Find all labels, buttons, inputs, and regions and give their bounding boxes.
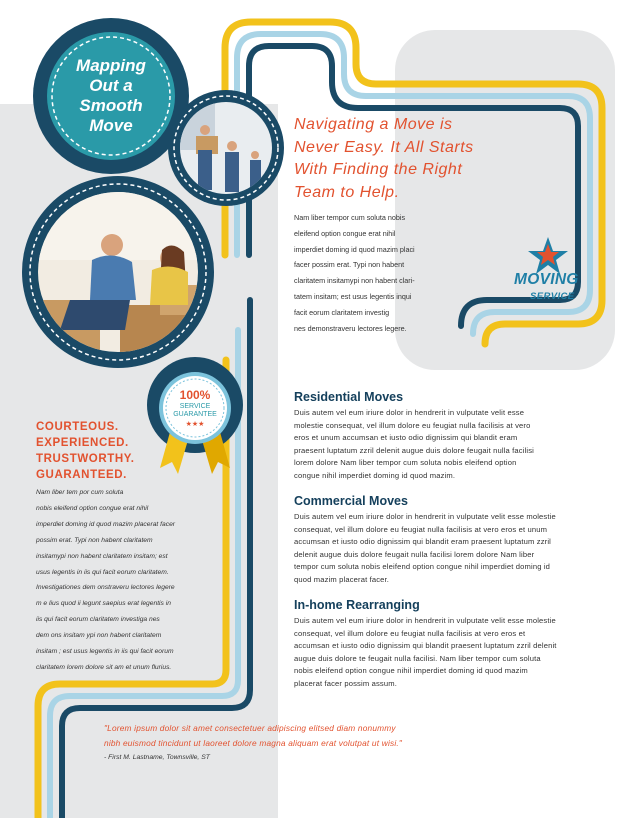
tagline bbox=[36, 419, 135, 483]
headline-line: With Finding the Right bbox=[294, 161, 463, 178]
intro-line: imperdiet doming id quod mazim placi bbox=[294, 244, 415, 254]
body-line: augue duis dolore te feugait nulla facilisi. Nam liber tempor cum soluta bbox=[294, 653, 541, 663]
intro-line: eleifend option congue erat nihil bbox=[294, 228, 396, 238]
badge-percent: 100% bbox=[179, 388, 211, 402]
body-line: nobis eleifend option congue nihil imperdiet doming id quod mazim bbox=[294, 666, 528, 676]
left-line: usus legentis in iis qui facit eorum claritatem. bbox=[36, 568, 169, 576]
quote-line: nibh euismod tincidunt ut laoreet dolore magna aliquam erat volutpat ut wisi." bbox=[104, 738, 403, 748]
badge-stars: ★★★ bbox=[185, 421, 205, 428]
body-line: praesent luptatum zzril delenit augue duis dolore feugait nulla facilisi bbox=[294, 445, 535, 455]
section-heading-commercial: Commercial Moves bbox=[294, 494, 408, 508]
logo-name: MOVING bbox=[514, 271, 579, 288]
intro-line: facit eorum claritatem investig bbox=[294, 307, 390, 317]
badge-line1: SERVICE bbox=[179, 403, 211, 410]
headline-line: Navigating a Move is bbox=[294, 116, 453, 133]
body-line: Duis autem vel eum iriure dolor in hendrerit in vulputate velit esse molestie bbox=[294, 616, 556, 625]
tagline-line: TRUSTWORTHY. bbox=[36, 453, 135, 465]
body-line: congue nihil imperdiet doming id quod mazim. bbox=[294, 470, 456, 480]
tagline-line: GUARANTEED. bbox=[36, 469, 127, 481]
intro-paragraph bbox=[294, 210, 444, 336]
left-line: dem ons insitam ypi non habent claritatem bbox=[36, 632, 162, 640]
body-line: accumsan et iusto odio dignissim qui blandit eram praesent luptatum zzril bbox=[294, 537, 552, 547]
testimonial-attribution: - First M. Lastname, Townsville, ST bbox=[104, 754, 210, 761]
body-line: tempor cum soluta nobis eleifend option congue nihil imperdiet doming id bbox=[294, 562, 551, 572]
left-line: possim erat. Typi non habent claritatem bbox=[36, 536, 153, 544]
left-line: Nam liber tem por cum soluta bbox=[36, 489, 124, 496]
body-line: accumsan et iusto odio dignissim qui blandit praesent luptatum zzril delenit bbox=[294, 641, 557, 651]
body-line: Duis autem vel eum iriure dolor in hendrerit in vulputate velit esse bbox=[294, 408, 525, 417]
intro-line: claritatem insitamypi non habent clari- bbox=[294, 276, 415, 286]
left-line: Investigationes dem onstraveru lectores legere bbox=[36, 584, 175, 592]
headline-line: Team to Help. bbox=[294, 183, 400, 201]
tagline-line: COURTEOUS. bbox=[36, 421, 119, 433]
left-line: claritatem lorem dolore sit am et unum flurius. bbox=[36, 663, 172, 671]
left-line: insitam ; est usus legentis in iis qui facit eorum bbox=[36, 648, 174, 656]
left-line: nobis eleifend option congue erat nihil bbox=[36, 504, 149, 512]
left-line: iis qui facit eorum claritatem investiga nes bbox=[36, 616, 160, 624]
body-line: molestie consequat, vel illum dolore eu feugiat nulla facilisis at vero bbox=[294, 420, 531, 430]
body-line: delenit augue duis dolore feugait nulla facilisi lorem dolore Nam liber bbox=[294, 549, 535, 559]
intro-line: Nam liber tempor cum soluta nobis bbox=[294, 213, 406, 222]
tagline-line: EXPERIENCED. bbox=[36, 437, 129, 449]
section-body-commercial bbox=[294, 511, 600, 587]
section-body-in-home bbox=[294, 615, 600, 691]
left-line: insitamypi non habent claritatem insitam; est bbox=[36, 552, 168, 560]
body-line: consequat, vel illum dolore eu feugiat nulla facilisis at vero eros et bbox=[294, 628, 526, 638]
body-line: consequat, vel illum dolore eu feugiat nulla facilisis at vero eros et unum bbox=[294, 524, 548, 534]
section-body-residential bbox=[294, 407, 600, 483]
title-circle-text bbox=[52, 56, 170, 136]
headline-line: Never Easy. It All Starts bbox=[294, 138, 474, 156]
logo-subtitle: SERVICE bbox=[530, 291, 575, 302]
body-line: Duis autem vel eum iriure dolor in hendrerit in vulputate velit esse molestie bbox=[294, 512, 556, 521]
headline bbox=[294, 114, 509, 204]
left-line: m e lius quod ii legunt saepius erat legentis in bbox=[36, 600, 171, 608]
testimonial-quote bbox=[104, 721, 402, 751]
left-line: imperdiet doming id quod mazim placerat facer bbox=[36, 520, 176, 528]
title-line: Mapping bbox=[76, 56, 146, 75]
body-line: eros et unum accumsan et iusto odio dignissim qui blandit eram bbox=[294, 433, 518, 443]
title-line: Move bbox=[89, 116, 133, 135]
title-line: Smooth bbox=[79, 96, 143, 115]
intro-line: facer possim erat. Typi non habent bbox=[294, 260, 405, 270]
section-heading-in-home: In-home Rearranging bbox=[294, 598, 420, 612]
body-line: quod mazim placerat facer. bbox=[294, 574, 390, 584]
title-line: Out a bbox=[89, 76, 133, 95]
body-line: lorem dolore Nam liber tempor cum soluta nobis eleifend option bbox=[294, 458, 517, 468]
intro-line: nes demonstraveru lectores legere. bbox=[294, 323, 407, 333]
quote-line: "Lorem ipsum dolor sit amet consectetuer adipiscing elitsed diam nonummy bbox=[104, 723, 396, 733]
badge-line2: GUARANTEE bbox=[173, 411, 217, 418]
section-heading-residential: Residential Moves bbox=[294, 390, 404, 404]
body-line: placerat facer possim assum. bbox=[294, 678, 397, 688]
intro-line: tatem insitam; est usus legentis inqui bbox=[294, 291, 412, 301]
left-paragraph bbox=[36, 485, 236, 676]
